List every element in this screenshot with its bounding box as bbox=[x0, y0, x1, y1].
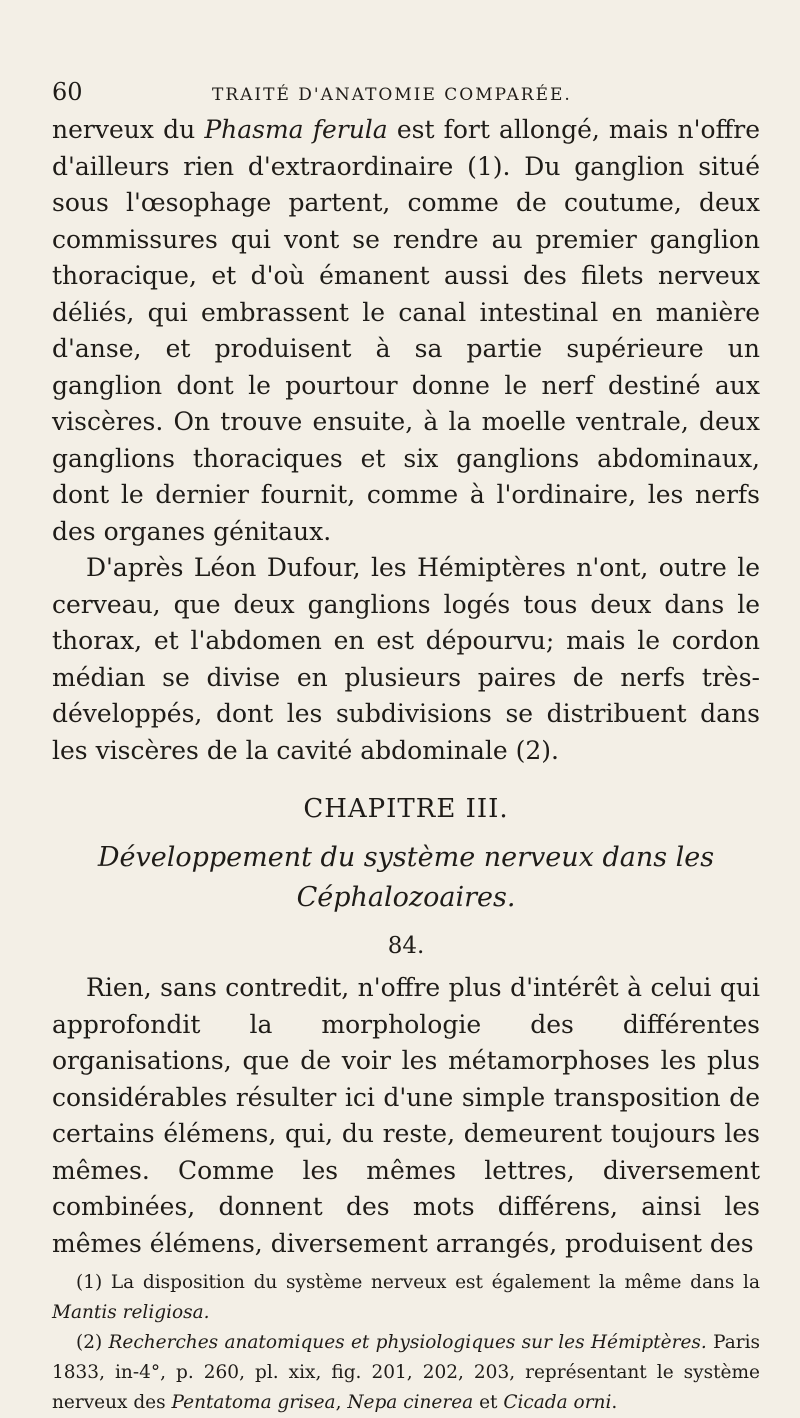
paragraph-2: D'après Léon Dufour, les Hémiptères n'ont, outre le cerveau, que deux ganglions logés tous deux dans le thorax, et l'abdomen en est dépourvu; mais le cordon médian se divise en plusieurs paires de nerfs très-développés, dont les subdivisions se distribuent dans les viscères de la cavité abdominale (2). bbox=[52, 553, 760, 765]
footnote-1-species: Mantis religiosa. bbox=[52, 1302, 210, 1323]
footnotes bbox=[52, 1268, 760, 1418]
footnote-2-end: . bbox=[611, 1392, 618, 1413]
footnote-2-work-title: Recherches anatomiques et physiologiques sur les Hémiptères. bbox=[108, 1332, 707, 1353]
chapter-subtitle-line-1: Développement du système nerveux dans les bbox=[97, 841, 715, 873]
species-name: Phasma ferula bbox=[204, 115, 388, 144]
page-number: 60 bbox=[52, 78, 83, 106]
paragraph-1-rest: est fort allongé, mais n'offre d'ailleurs rien d'extraordinaire (1). Du ganglion situé sous l'œsophage partent, comme de coutume, deux commissures qui vont se rendre au premier ganglion thoracique, et d'où émanent aussi des filets nerveux déliés, qui embrassent le canal intestinal en manière d'anse, et produisent à sa partie supérieure un ganglion dont le pourtour donne le nerf destiné aux viscères. On trouve ensuite, à la moelle ventrale, deux ganglions thoraciques et six ganglions abdominaux, dont le dernier fournit, comme à l'ordinaire, les nerfs des organes génitaux. bbox=[52, 115, 761, 546]
footnote-2-sep-2: et bbox=[473, 1392, 504, 1413]
page bbox=[52, 78, 760, 1418]
footnote-1 bbox=[52, 1268, 760, 1328]
section-number: 84. bbox=[387, 932, 425, 959]
footnote-2-species-2: Nepa cinerea bbox=[347, 1392, 474, 1413]
paragraph-3: Rien, sans contredit, n'offre plus d'intérêt à celui qui approfondit la morphologie des différentes organisations, que de voir les métamorphoses les plus considérables résulter ici d'une simple transposition de certains élémens, qui, du reste, demeurent toujours les mêmes. Comme les mêmes lettres, diversement combinées, donnent des mots différens, ainsi les mêmes élémens, diversement arrangés, produisent des bbox=[52, 973, 760, 1258]
running-title: TRAITÉ D'ANATOMIE COMPARÉE. bbox=[212, 85, 572, 105]
paragraph-1-start: nerveux du bbox=[52, 115, 205, 144]
footnote-1-text: (1) La disposition du système nerveux est également la même dans la bbox=[76, 1272, 760, 1293]
footnote-2-marker: (2) bbox=[76, 1332, 109, 1353]
footnote-2 bbox=[52, 1328, 760, 1418]
footnote-2-sep-1: , bbox=[335, 1392, 348, 1413]
footnote-2-species-1: Pentatoma grisea bbox=[171, 1392, 336, 1413]
footnote-2-species-3: Cicada orni bbox=[503, 1392, 612, 1413]
footnote-2-details: Paris 1833, in-4°, p. 260, pl. xix, fig. 201, 202, 203, représentant le système nerveux des bbox=[52, 1332, 761, 1413]
page-header bbox=[52, 78, 760, 106]
body-text bbox=[52, 112, 760, 1262]
chapter-subtitle-line-2: Céphalozoaires. bbox=[296, 881, 516, 913]
chapter-subtitle bbox=[52, 838, 760, 918]
paragraph-1 bbox=[52, 112, 760, 550]
chapter-title: CHAPITRE III. bbox=[303, 794, 509, 824]
